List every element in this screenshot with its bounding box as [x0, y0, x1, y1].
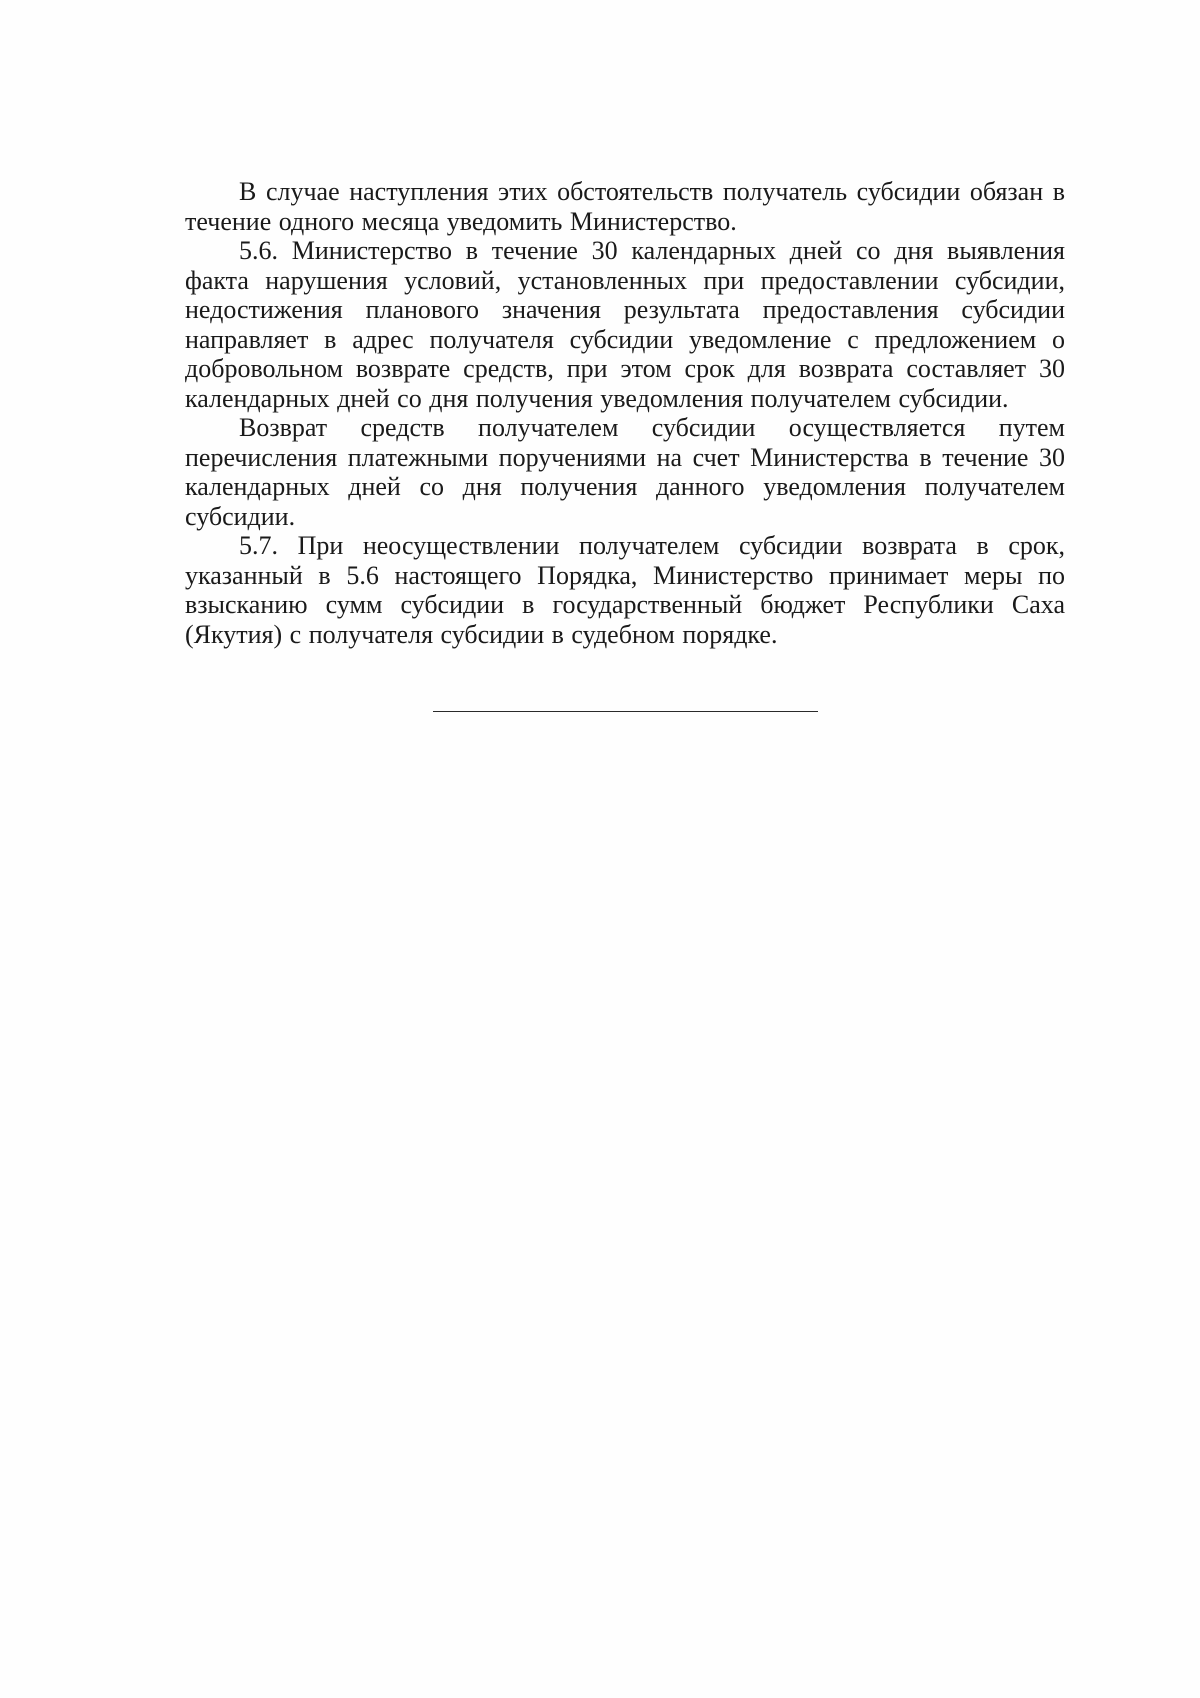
- document-body: [185, 177, 1065, 649]
- paragraph-notification-obligation: В случае наступления этих обстоятельств получатель субсидии обязан в течение одного месяца уведомить Министерство.: [185, 177, 1065, 236]
- paragraph-5-7: 5.7. При неосуществлении получателем субсидии возврата в срок, указанный в 5.6 настоящего Порядка, Министерство принимает меры по взысканию сумм субсидии в государственный бюджет Республики Саха (Якутия) с получателя субсидии в судебном порядке.: [185, 531, 1065, 649]
- paragraph-refund-procedure: Возврат средств получателем субсидии осуществляется путем перечисления платежными поручениями на счет Министерства в течение 30 календарных дней со дня получения данного уведомления получателем субсидии.: [185, 413, 1065, 531]
- end-divider-line: [433, 711, 818, 712]
- paragraph-5-6: 5.6. Министерство в течение 30 календарных дней со дня выявления факта нарушения условий, установленных при предоставлении субсидии, недостижения планового значения результата предоставления субсидии направляет в адрес получателя субсидии уведомление с предложением о добровольном возврате средств, при этом срок для возврата составляет 30 календарных дней со дня получения уведомления получателем субсидии.: [185, 236, 1065, 413]
